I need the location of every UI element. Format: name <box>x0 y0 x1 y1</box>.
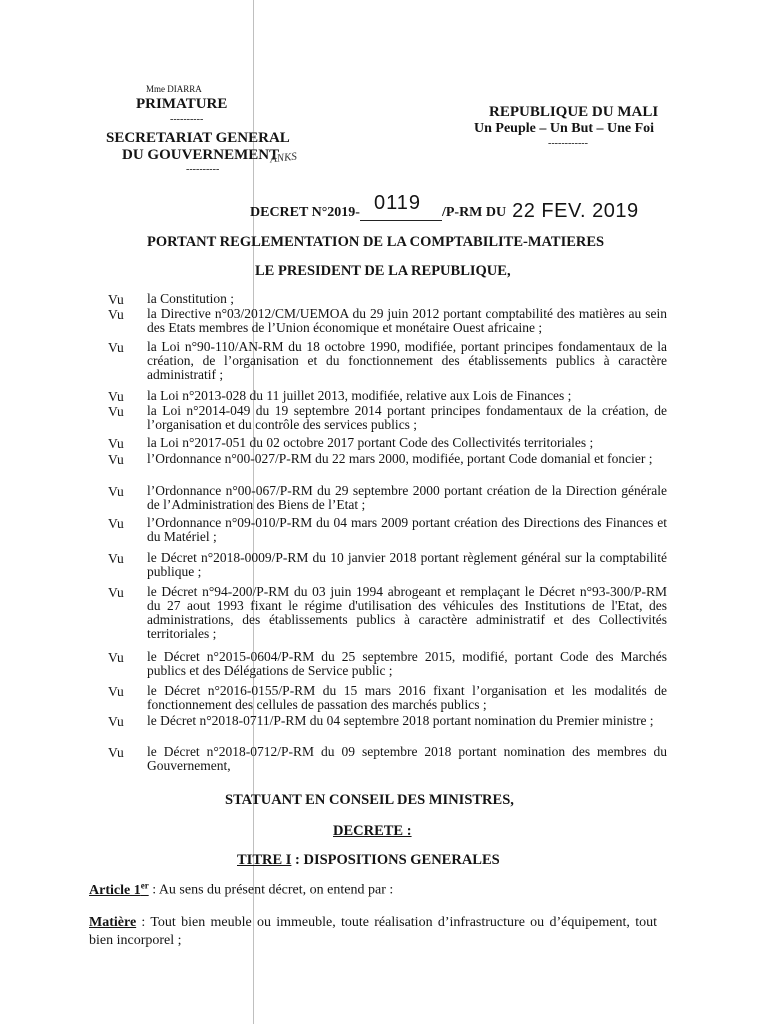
definition-paragraph <box>89 914 657 950</box>
authority-line: LE PRESIDENT DE LA REPUBLIQUE, <box>255 263 511 279</box>
article-number: Article 1 <box>89 882 141 898</box>
handwritten-initials: ANKS <box>269 150 298 166</box>
separator: ---------- <box>186 164 220 175</box>
decree-suffix: /P-RM DU <box>441 205 507 220</box>
statuant-line: STATUANT EN CONSEIL DES MINISTRES, <box>225 792 514 808</box>
decree-number: 0119 <box>373 192 421 214</box>
vu-marker: Vu <box>108 551 124 566</box>
consideration-text: l’Ordonnance n°00-027/P-RM du 22 mars 2000, modifiée, portant Code domanial et foncier ; <box>147 451 653 466</box>
consideration-text: le Décret n°2018-0712/P-RM du 09 septembre 2018 portant nomination des membres du Gouvernement, <box>147 744 667 773</box>
consideration-text: la Constitution ; <box>147 291 235 306</box>
definition-term: Matière <box>89 915 137 930</box>
article-1 <box>89 880 393 899</box>
article-text: : Au sens du présent décret, on entend par : <box>148 882 394 898</box>
decrete-heading: DECRETE : <box>333 823 412 839</box>
consideration-text: la Directive n°03/2012/CM/UEMOA du 29 juin 2012 portant comptabilité des matières au sein des Etats membres de l’Union économique et monétaire Ouest africaine ; <box>147 306 667 335</box>
decree-object: PORTANT REGLEMENTATION DE LA COMPTABILITE-MATIERES <box>147 234 605 250</box>
consideration-text: le Décret n°2016-0155/P-RM du 15 mars 2016 fixant l’organisation et les modalités de fonctionnement des cellules de passation des marchés publics ; <box>147 683 667 712</box>
vu-marker: Vu <box>108 650 124 665</box>
consideration-text: la Loi n°2014-049 du 19 septembre 2014 portant principes fondamentaux de la création, de l’organisation et du contrôle des services publics ; <box>147 403 667 432</box>
title-heading <box>237 852 500 869</box>
consideration-text: l’Ordonnance n°00-067/P-RM du 29 septembre 2000 portant création de la Direction générale de l’Administration des Biens de l’Etat ; <box>147 483 667 512</box>
vu-marker: Vu <box>108 452 124 467</box>
decree-date-stamp: 22 FEV. 2019 <box>512 200 639 222</box>
article-ordinal: er <box>140 880 149 890</box>
vu-marker: Vu <box>108 516 124 531</box>
separator: ------------ <box>548 138 588 149</box>
vu-marker: Vu <box>108 292 124 307</box>
consideration-text: le Décret n°2015-0604/P-RM du 25 septembre 2015, modifié, portant Code des Marchés publics et des Délégations de Service public ; <box>147 649 667 678</box>
vu-marker: Vu <box>108 340 124 355</box>
vu-marker: Vu <box>108 404 124 419</box>
separator: ---------- <box>170 114 204 125</box>
country-name: REPUBLIQUE DU MALI <box>489 104 659 120</box>
title-text: : DISPOSITIONS GENERALES <box>291 852 500 868</box>
secretariat-line-1: SECRETARIAT GENERAL <box>106 130 290 146</box>
title-label: TITRE I <box>237 852 292 868</box>
consideration-text: la Loi n°2017-051 du 02 octobre 2017 portant Code des Collectivités territoriales ; <box>147 435 594 450</box>
secretariat-line-2: DU GOUVERNEMENT <box>122 147 280 163</box>
vu-marker: Vu <box>108 714 124 729</box>
author-name: Mme DIARRA <box>146 84 202 94</box>
vu-marker: Vu <box>108 484 124 499</box>
vu-marker: Vu <box>108 745 124 760</box>
definition-text: : Tout bien meuble ou immeuble, toute réalisation d’infrastructure ou d’équipement, tout bien incorporel ; <box>89 915 657 948</box>
consideration-text: le Décret n°2018-0711/P-RM du 04 septembre 2018 portant nomination du Premier ministre ; <box>147 713 654 728</box>
consideration-text: la Loi n°2013-028 du 11 juillet 2013, modifiée, relative aux Lois de Finances ; <box>147 388 572 403</box>
vu-marker: Vu <box>108 585 124 600</box>
vu-marker: Vu <box>108 436 124 451</box>
vu-marker: Vu <box>108 684 124 699</box>
national-motto: Un Peuple – Un But – Une Foi <box>474 121 655 136</box>
decree-number-field <box>360 192 442 221</box>
vu-marker: Vu <box>108 307 124 322</box>
vu-marker: Vu <box>108 389 124 404</box>
decree-reference <box>250 192 639 222</box>
consideration-text: le Décret n°2018-0009/P-RM du 10 janvier 2018 portant règlement général sur la comptabilité publique ; <box>147 550 667 579</box>
institution-name: PRIMATURE <box>136 96 228 112</box>
consideration-text: le Décret n°94-200/P-RM du 03 juin 1994 abrogeant et remplaçant le Décret n°93-300/P-RM du 27 aout 1993 fixant le régime d'utilisation des véhicules des Institutions de l'Etat, des administrations, des établissements publics à caractère administratif et des Collectivités territoriales ; <box>147 584 667 641</box>
decree-prefix: DECRET N°2019- <box>250 205 360 220</box>
consideration-text: la Loi n°90-110/AN-RM du 18 octobre 1990, modifiée, portant principes fondamentaux de la création, de l’organisation et du fonctionnement des établissements publics à caractère administratif ; <box>147 339 667 382</box>
article-label <box>89 880 149 898</box>
consideration-text: l’Ordonnance n°09-010/P-RM du 04 mars 2009 portant création des Directions des Finances et du Matériel ; <box>147 515 667 544</box>
